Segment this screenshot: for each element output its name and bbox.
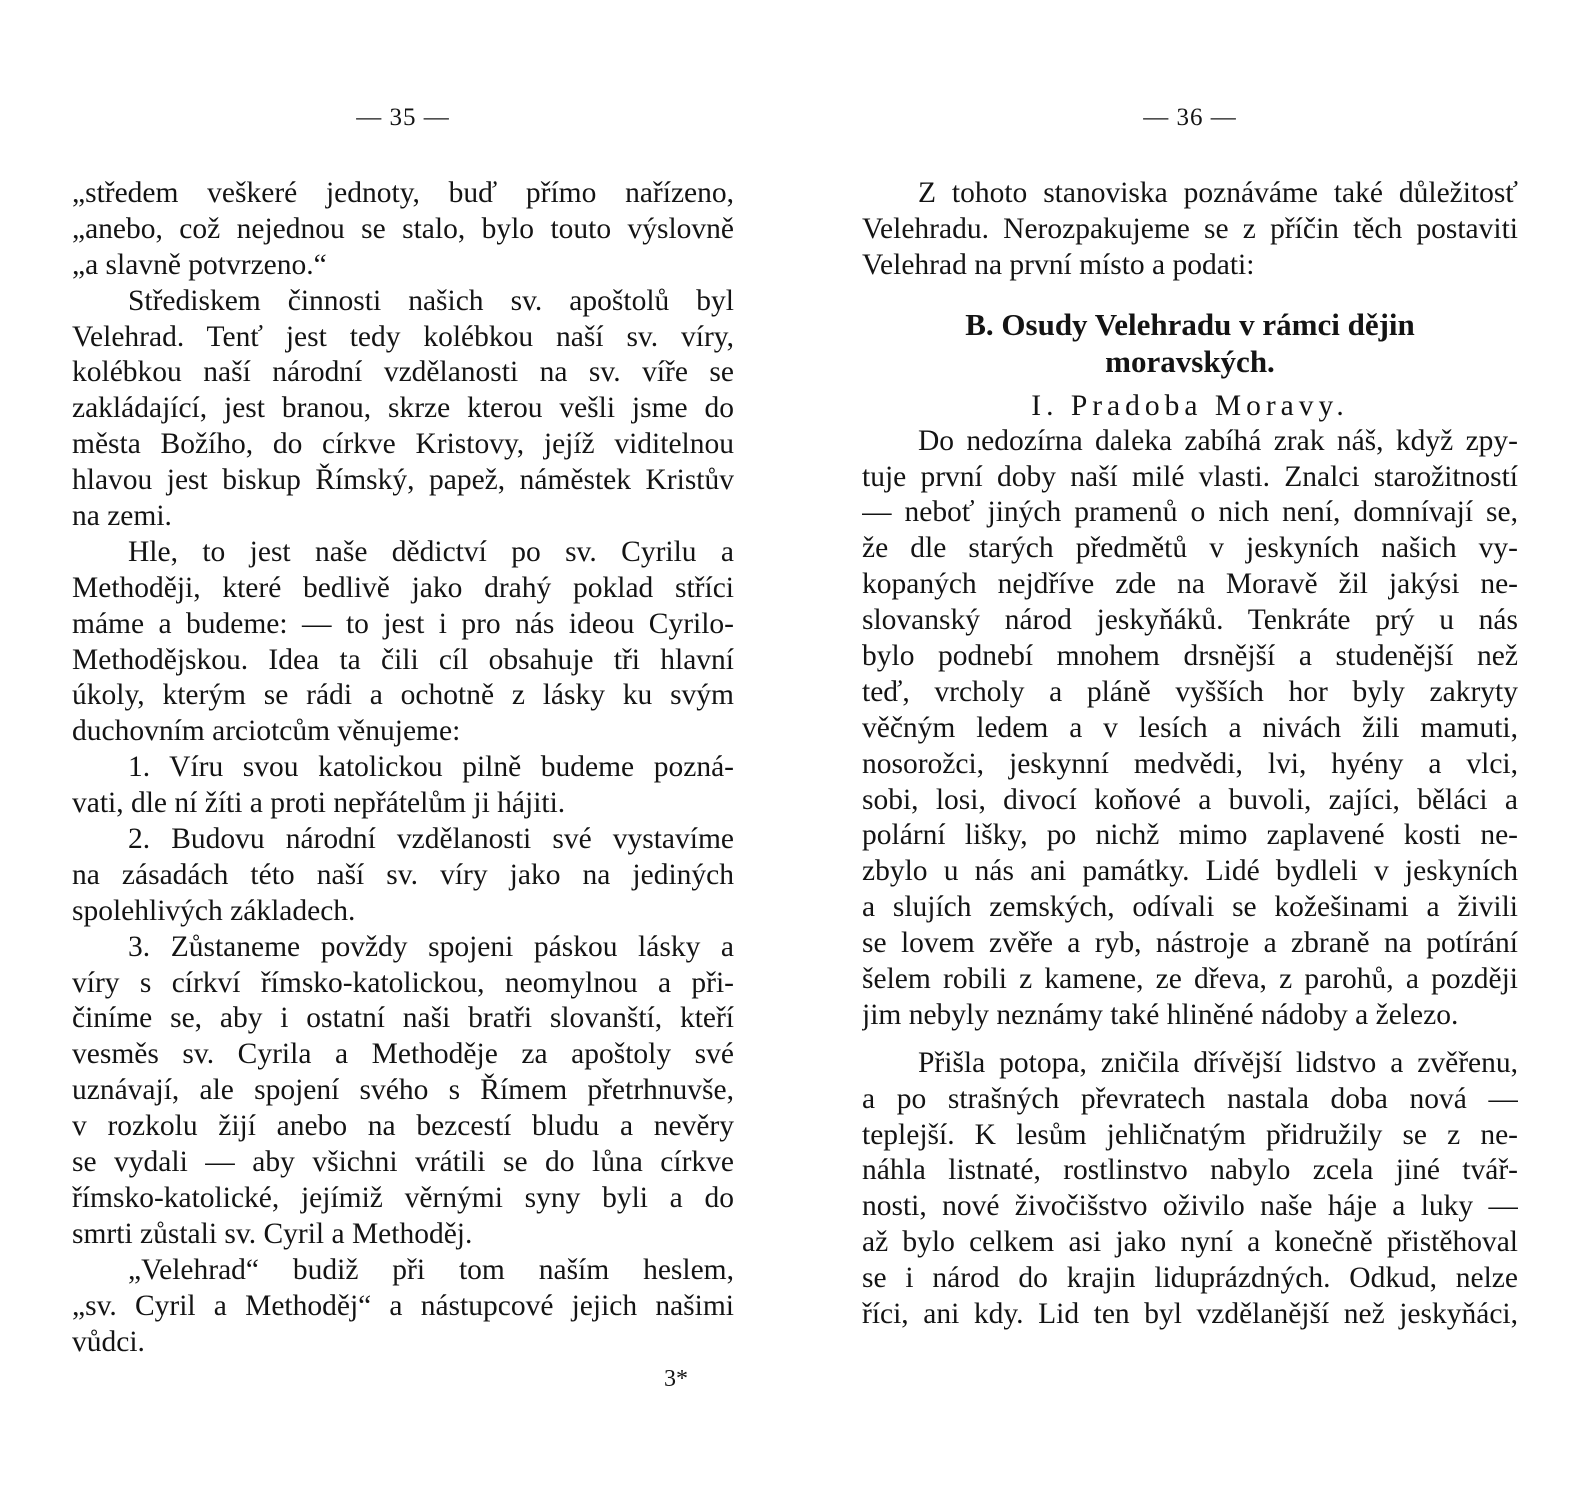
- text-line: teď, vrcholy a pláně vyšších hor byly zakryty: [862, 675, 1518, 708]
- section-heading: [862, 306, 1518, 380]
- printer-signature: 3*: [664, 1366, 688, 1392]
- text-line: „středem veškeré jednoty, buď přímo nařízeno,: [72, 177, 734, 209]
- text-line: Methodějskou. Idea ta čili cíl obsahuje tři hlavní: [72, 643, 734, 676]
- text-line: nosti, nové živočišstvo oživilo naše háje a luky —: [862, 1190, 1518, 1223]
- text-line: hlavou jest biskup Římský, papež, náměstek Kristův: [72, 464, 734, 497]
- text-line: se lovem zvěře a ryb, nástroje a zbraně na potírání: [862, 927, 1518, 960]
- text-line: a po strašných převratech nastala doba nová —: [862, 1082, 1518, 1115]
- text-line: nosorožci, jeskynní medvědi, lvi, hyény a vlci,: [862, 747, 1518, 780]
- text-line: tuje první doby naší milé vlasti. Znalci starožitností: [862, 460, 1518, 493]
- text-line: smrti zůstali sv. Cyril a Methoděj.: [72, 1217, 473, 1250]
- text-line: kolébkou naší národní vzdělanosti na sv. víře se: [72, 356, 734, 389]
- text-line: teplejší. K lesům jehličnatým přidružily se z ne-: [862, 1118, 1518, 1151]
- text-line: 3. Zůstaneme povždy spojeni páskou lásky a: [128, 930, 734, 963]
- text-line: polární lišky, po nichž mimo zaplavené kosti ne-: [862, 819, 1518, 852]
- text-line: se i národ do krajin liduprázdných. Odkud, nelze: [862, 1262, 1518, 1295]
- text-line: — neboť jiných pramenů o nich není, domnívají se,: [862, 496, 1518, 529]
- text-line: zbylo u nás ani památky. Lidé bydleli v jeskyních: [862, 855, 1518, 888]
- text-line: Přišla potopa, zničila dřívější lidstvo a zvěřenu,: [918, 1046, 1518, 1079]
- text-line: Velehradu. Nerozpakujeme se z příčin těch postaviti: [862, 212, 1518, 245]
- text-line: se vydali — aby všichni vrátili se do lůna církve: [72, 1146, 734, 1179]
- text-line: vati, dle ní žíti a proti nepřátelům ji hájiti.: [72, 787, 566, 820]
- text-line: zakládající, jest branou, skrze kterou vešli jsme do: [72, 392, 734, 425]
- text-line: města Božího, do církve Kristovy, jejíž viditelnou: [72, 428, 734, 461]
- text-line: náhla listnaté, rostlinstvo nabylo zcela jiné tvář-: [862, 1154, 1518, 1187]
- text-line: uznávají, ale spojení svého s Římem přetrhnuvše,: [72, 1074, 734, 1107]
- text-line: šelem robili z kamene, ze dřeva, z parohů, a později: [862, 963, 1518, 996]
- text-line: Velehrad na první místo a podati:: [862, 248, 1255, 281]
- text-line: 2. Budovu národní vzdělanosti své vystavíme: [128, 823, 734, 856]
- text-line: víry s církví římsko-katolickou, neomylnou a při-: [72, 966, 734, 999]
- text-line: až bylo celkem asi jako nyní a konečně přistěhoval: [862, 1226, 1518, 1259]
- text-line: věčným ledem a v lesích a nivách žili mamuti,: [862, 711, 1518, 744]
- page-text: [862, 176, 1518, 1333]
- text-line: vesměs sv. Cyrila a Methoděje za apoštoly své: [72, 1038, 734, 1071]
- chapter-subheading: I. Pradoba Moravy.: [1031, 389, 1349, 422]
- text-line: v rozkolu žijí anebo na bezcestí bludu a nevěry: [72, 1110, 734, 1143]
- page-number: — 35 —: [356, 104, 450, 131]
- text-line: spolehlivých základech.: [72, 894, 356, 927]
- page-number: — 36 —: [1143, 104, 1237, 131]
- text-line: že dle starých předmětů v jeskyních našich vy-: [862, 532, 1518, 565]
- text-line: 1. Víru svou katolickou pilně budeme pozná-: [128, 751, 734, 784]
- text-line: Methoději, které bedlivě jako drahý poklad stříci: [72, 571, 734, 604]
- text-line: „anebo, což nejednou se stalo, bylo touto výslovně: [72, 212, 734, 245]
- section-heading-line: B. Osudy Velehradu v rámci dějin: [965, 306, 1415, 342]
- text-line: kopaných nejdříve zde na Moravě žil jakýsi ne-: [862, 568, 1518, 601]
- text-line: na zásadách této naší sv. víry jako na jediných: [72, 858, 734, 891]
- page-text: [72, 176, 734, 1360]
- section-heading-line: moravských.: [1105, 343, 1275, 379]
- page-35: [72, 0, 734, 1500]
- text-line: na zemi.: [72, 500, 172, 533]
- text-line: říci, ani kdy. Lid ten byl vzdělanější než jeskyňáci,: [862, 1298, 1518, 1331]
- text-line: „sv. Cyril a Methoděj“ a nástupcové jejich našimi: [72, 1289, 734, 1322]
- text-line: vůdci.: [72, 1325, 145, 1358]
- text-line: Do nedozírna daleka zabíhá zrak náš, když zpy-: [918, 424, 1518, 457]
- text-line: sobi, losi, divocí koňové a buvoli, zajíci, běláci a: [862, 783, 1518, 816]
- text-line: činíme se, aby i ostatní naši bratři slovanští, kteří: [72, 1002, 734, 1035]
- text-line: máme a budeme: — to jest i pro nás ideou Cyrilo-: [72, 607, 734, 640]
- text-line: Z tohoto stanoviska poznáváme také důležitosť: [918, 177, 1518, 209]
- text-line: úkoly, kterým se rádi a ochotně z lásky ku svým: [72, 679, 734, 712]
- text-line: bylo podnebí mnohem drsnější a studenější než: [862, 640, 1518, 673]
- text-line: Velehrad. Tenť jest tedy kolébkou naší sv. víry,: [72, 320, 734, 353]
- text-line: „Velehrad“ budiž při tom naším heslem,: [128, 1253, 734, 1286]
- text-line: římsko-katolické, jejímiž věrnými syny byli a do: [72, 1181, 734, 1214]
- text-line: slovanský národ jeskyňáků. Tenkráte prý u nás: [862, 604, 1518, 637]
- text-line: Střediskem činnosti našich sv. apoštolů byl: [128, 284, 734, 317]
- text-line: „a slavně potvrzeno.“: [72, 248, 327, 281]
- text-line: a slujích zemských, odívali se kožešinami a živili: [862, 891, 1518, 924]
- text-line: jim nebyly neznámy také hliněné nádoby a železo.: [862, 998, 1459, 1031]
- text-line: duchovním arciotcům věnujeme:: [72, 715, 461, 748]
- text-line: Hle, to jest naše dědictví po sv. Cyrilu a: [128, 535, 734, 568]
- page-36: [862, 0, 1518, 1500]
